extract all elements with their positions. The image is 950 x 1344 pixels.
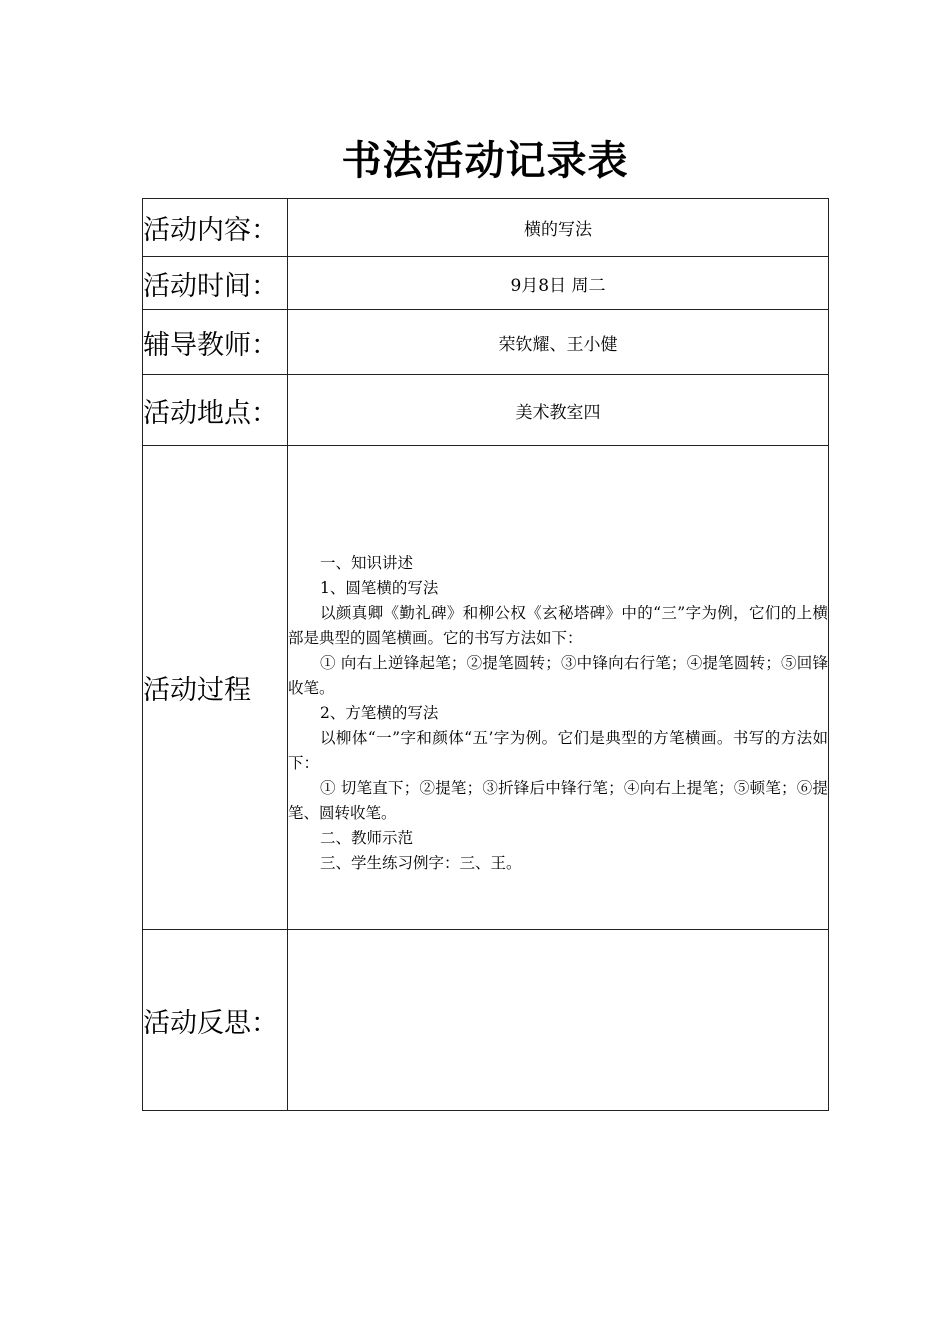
row-reflection [143, 930, 829, 1111]
label-process: 活动过程 [143, 446, 288, 930]
process-paragraph: ① 切笔直下；②提笔；③折锋后中锋行笔；④向右上提笔；⑤顿笔；⑥提笔、圆转收笔。 [288, 779, 828, 822]
value-content: 横的写法 [288, 199, 829, 257]
label-content: 活动内容： [143, 199, 288, 257]
label-time: 活动时间： [143, 257, 288, 310]
value-teacher: 荣钦耀、王小健 [288, 310, 829, 375]
process-paragraph: 三、学生练习例字：三、王。 [320, 854, 522, 872]
page-title: 书法活动记录表 [341, 137, 629, 184]
process-text [288, 499, 828, 876]
row-process [143, 446, 829, 930]
record-table [142, 198, 829, 1111]
process-paragraph: 一、知识讲述 [320, 554, 414, 572]
process-paragraph: ① 向右上逆锋起笔；②提笔圆转；③中锋向右行笔；④提笔圆转；⑤回锋收笔。 [288, 654, 828, 697]
row-teacher [143, 310, 829, 375]
process-paragraph: 以柳体“一”字和颜体“五’字为例。它们是典型的方笔横画。书写的方法如下： [288, 729, 828, 772]
value-time: 9月8日 周二 [288, 257, 829, 310]
label-location: 活动地点： [143, 375, 288, 446]
label-reflection: 活动反思： [143, 930, 288, 1111]
value-process [288, 446, 829, 930]
process-paragraph: 以颜真卿《勤礼碑》和柳公权《玄秘塔碑》中的“三”字为例，它们的上横部是典型的圆笔横画。它的书写方法如下： [288, 604, 828, 647]
process-paragraph: 1、圆笔横的写法 [320, 579, 439, 597]
value-location: 美术教室四 [288, 375, 829, 446]
row-location [143, 375, 829, 446]
value-reflection [288, 930, 829, 1111]
row-content [143, 199, 829, 257]
process-paragraph: 2、方笔横的写法 [320, 704, 439, 722]
row-time [143, 257, 829, 310]
label-teacher: 辅导教师： [143, 310, 288, 375]
process-paragraph: 二、教师示范 [320, 829, 414, 847]
